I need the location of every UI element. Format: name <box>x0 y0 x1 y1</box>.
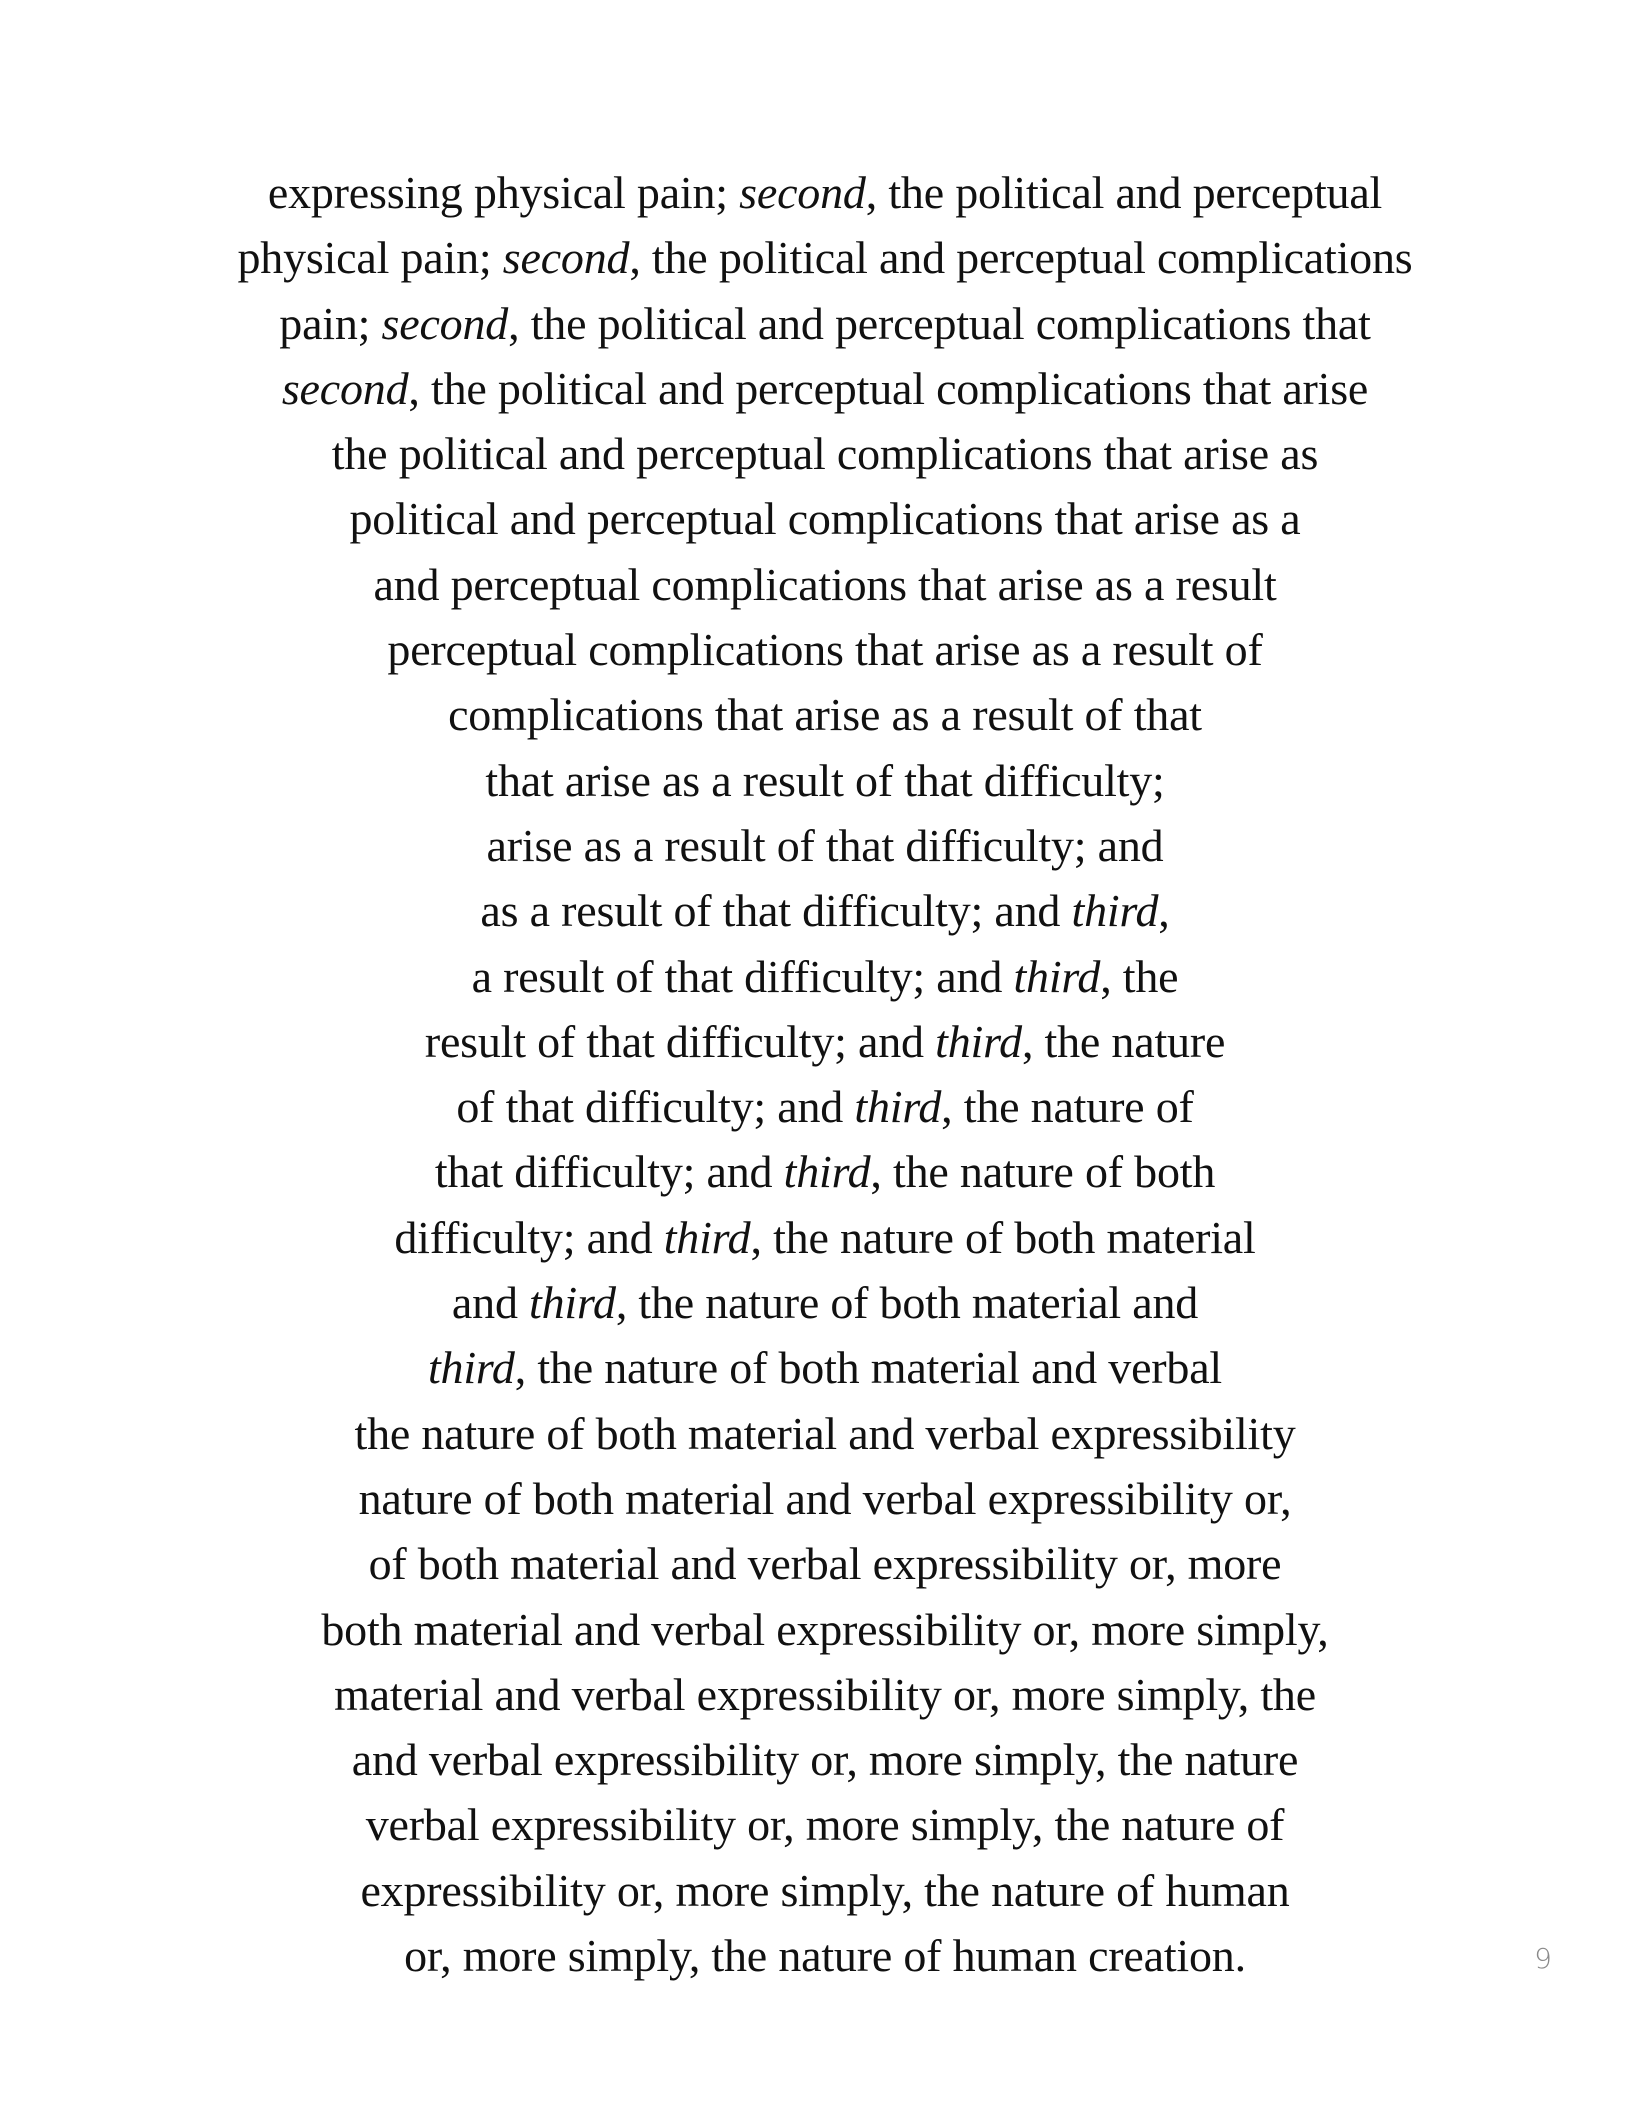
text-segment: and verbal expressibility or, more simply, the nature <box>351 1734 1299 1786</box>
italic-text-segment: second <box>281 362 409 414</box>
text-segment: verbal expressibility or, more simply, the nature of <box>365 1799 1285 1851</box>
text-segment: , the political and perceptual complications <box>629 232 1413 284</box>
text-line <box>0 1923 1650 1988</box>
text-line <box>0 486 1650 551</box>
text-line <box>0 1858 1650 1923</box>
text-segment: perceptual complications that arise as a result of <box>387 624 1263 676</box>
text-line <box>0 1074 1650 1139</box>
italic-text-segment: third <box>854 1081 942 1133</box>
text-segment: physical pain; <box>237 232 503 284</box>
italic-text-segment: third <box>529 1277 616 1329</box>
text-line <box>0 813 1650 878</box>
italic-text-segment: third <box>783 1146 871 1198</box>
text-segment: , the nature of both material and verbal <box>514 1342 1223 1394</box>
text-line <box>0 1139 1650 1204</box>
text-line <box>0 1792 1650 1857</box>
text-segment: result of that difficulty; and <box>424 1015 936 1067</box>
text-segment: of that difficulty; and <box>456 1081 855 1133</box>
body-text <box>0 160 1650 1988</box>
text-segment: , <box>1158 885 1170 937</box>
text-segment: and perceptual complications that arise as a result <box>373 558 1277 610</box>
text-line <box>0 944 1650 1009</box>
text-segment: of both material and verbal expressibility or, more <box>368 1538 1282 1590</box>
text-line <box>0 617 1650 682</box>
text-segment: arise as a result of that difficulty; and <box>486 819 1164 871</box>
italic-text-segment: third <box>935 1015 1022 1067</box>
text-line <box>0 291 1650 356</box>
text-segment: expressing physical pain; <box>267 167 740 218</box>
text-line <box>0 160 1650 225</box>
text-segment: pain; <box>279 297 382 349</box>
text-segment: and <box>451 1277 530 1329</box>
text-segment: , the <box>1100 950 1179 1002</box>
italic-text-segment: third <box>427 1342 515 1394</box>
text-line <box>0 1205 1650 1270</box>
text-segment: , the nature <box>1021 1015 1226 1067</box>
text-segment: or, more simply, the nature of human creation. <box>404 1930 1246 1982</box>
text-segment: , the nature of <box>941 1081 1194 1133</box>
text-line <box>0 1466 1650 1531</box>
text-segment: , the political and perceptual <box>865 167 1383 218</box>
text-line <box>0 1009 1650 1074</box>
text-line <box>0 1401 1650 1466</box>
text-segment: that difficulty; and <box>434 1146 784 1198</box>
text-line <box>0 421 1650 486</box>
text-segment: , the nature of both <box>870 1146 1216 1198</box>
italic-text-segment: third <box>1071 885 1159 937</box>
text-segment: complications that arise as a result of that <box>448 689 1202 741</box>
text-segment: , the political and perceptual complications that arise <box>408 362 1369 414</box>
text-line <box>0 1662 1650 1727</box>
text-segment: a result of that difficulty; and <box>471 950 1014 1002</box>
text-line <box>0 1335 1650 1400</box>
text-line <box>0 1597 1650 1662</box>
text-line <box>0 748 1650 813</box>
text-segment: expressibility or, more simply, the nature of human <box>360 1864 1290 1916</box>
italic-text-segment: third <box>663 1211 751 1263</box>
text-line <box>0 225 1650 290</box>
text-segment: the political and perceptual complications that arise as <box>331 428 1319 480</box>
italic-text-segment: second <box>381 297 509 349</box>
text-segment: , the nature of both material <box>750 1211 1256 1263</box>
text-segment: nature of both material and verbal expressibility or, <box>358 1472 1292 1524</box>
text-line <box>0 682 1650 747</box>
text-line <box>0 552 1650 617</box>
text-segment: , the nature of both material and <box>615 1277 1199 1329</box>
text-segment: material and verbal expressibility or, more simply, the <box>334 1668 1316 1720</box>
text-segment: political and perceptual complications that arise as a <box>349 493 1301 545</box>
text-segment: both material and verbal expressibility or, more simply, <box>321 1603 1329 1655</box>
text-line <box>0 1270 1650 1335</box>
text-line <box>0 1727 1650 1792</box>
text-segment: , the political and perceptual complications that <box>508 297 1371 349</box>
text-line <box>0 1531 1650 1596</box>
text-line <box>0 356 1650 421</box>
page-number: 9 <box>1534 1942 1552 1975</box>
text-segment: that arise as a result of that difficulty; <box>485 754 1165 806</box>
italic-text-segment: second <box>502 232 630 284</box>
text-segment: as a result of that difficulty; and <box>480 885 1072 937</box>
text-segment: the nature of both material and verbal expressibility <box>354 1407 1296 1459</box>
italic-text-segment: third <box>1013 950 1101 1002</box>
text-segment: difficulty; and <box>394 1211 664 1263</box>
italic-text-segment: second <box>739 167 866 218</box>
text-line <box>0 878 1650 943</box>
